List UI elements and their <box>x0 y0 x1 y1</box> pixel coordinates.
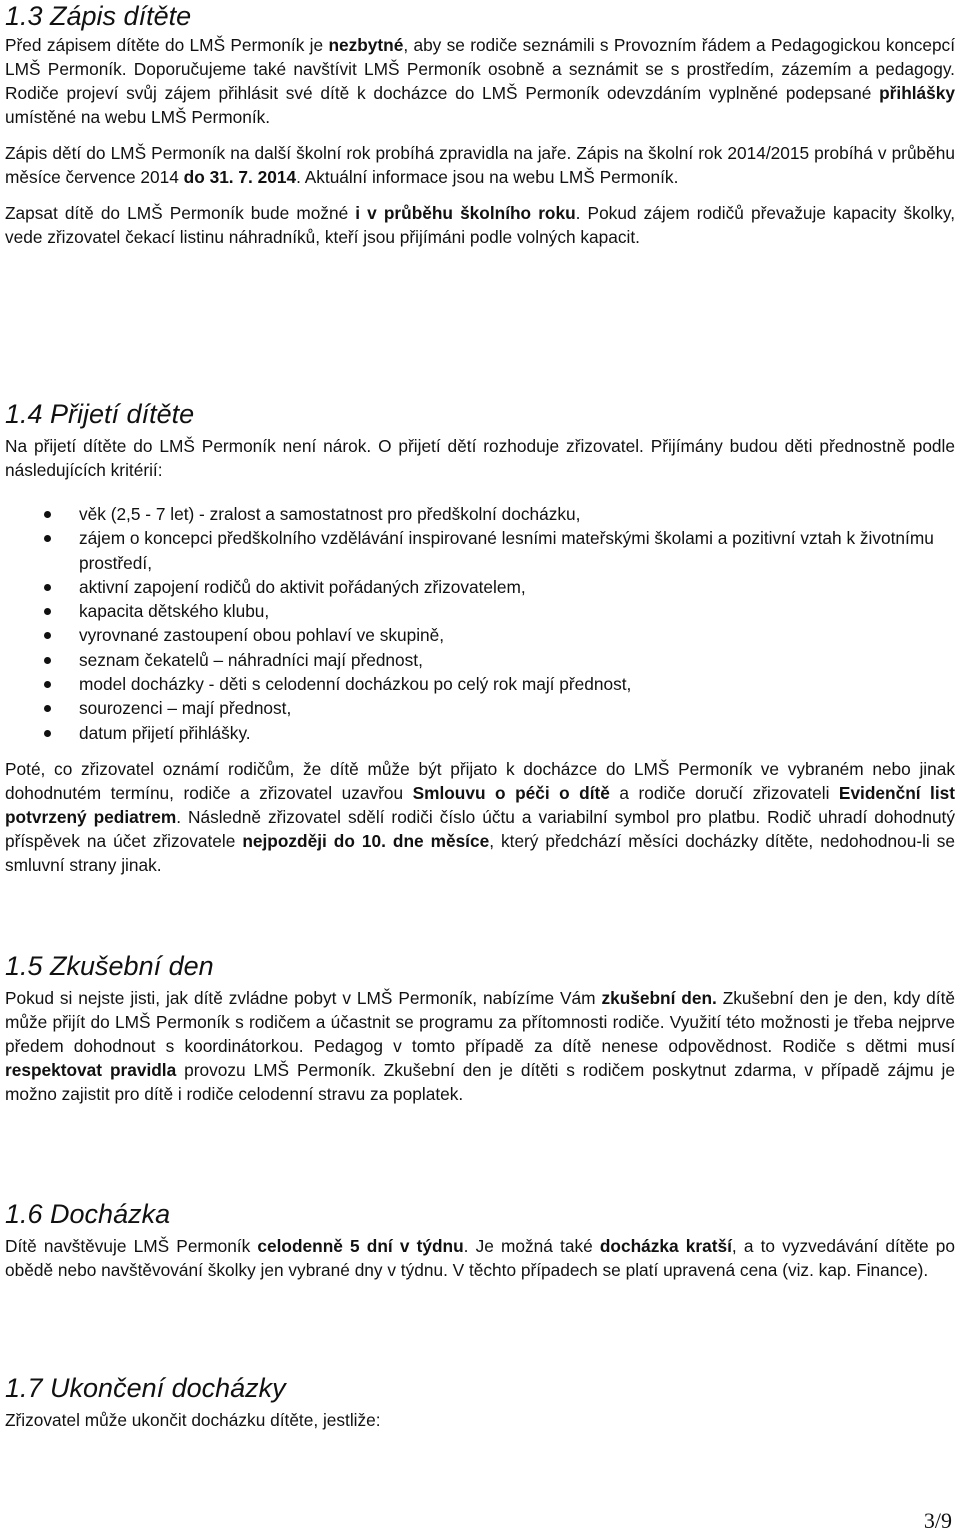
paragraph-zapis-2: Zápis dětí do LMŠ Permoník na další školní rok probíhá zpravidla na jaře. Zápis na školní rok 2014/2015 probíhá v průběhu měsíce července 2014 do 31. 7. 2014. Aktuální informace jsou na webu LMŠ Permoník. <box>5 143 955 187</box>
section-zkusebni-den <box>5 950 955 1106</box>
list-item: kapacita dětského klubu, <box>79 599 955 623</box>
page-number: 3/9 <box>923 1508 952 1533</box>
paragraph-ukonceni: Zřizovatel může ukončit docházku dítěte, jestliže: <box>5 1410 381 1430</box>
list-item: zájem o koncepci předškolního vzdělávání inspirované lesními mateřskými školami a pozitivní vztah k životnímu prostředí, <box>79 526 955 575</box>
list-item: sourozenci – mají přednost, <box>79 696 955 720</box>
paragraph-dochazka: Dítě navštěvuje LMŠ Permoník celodenně 5 dní v týdnu. Je možná také docházka kratší, a to vyzvedávání dítěte po obědě nebo navštěvování školky jen vybrané dny v týdnu. V těchto případech se platí upravená cena (viz. kap. Finance). <box>5 1236 955 1280</box>
list-item: aktivní zapojení rodičů do aktivit pořádaných zřizovatelem, <box>79 575 955 599</box>
criteria-list <box>5 502 955 745</box>
list-item: model docházky - děti s celodenní docházkou po celý rok mají přednost, <box>79 672 955 696</box>
paragraph-prijeti-intro: Na přijetí dítěte do LMŠ Permoník není nárok. O přijetí dětí rozhoduje zřizovatel. Přijímány budou děti přednostně podle následujících kritérií: <box>5 436 955 480</box>
list-item: datum přijetí přihlášky. <box>79 721 955 745</box>
section-title-prijeti: 1.4 Přijetí dítěte <box>5 399 195 429</box>
list-item: vyrovnané zastoupení obou pohlaví ve skupině, <box>79 623 955 647</box>
section-prijeti <box>5 398 955 877</box>
paragraph-zapis-1: Před zápisem dítěte do LMŠ Permoník je nezbytné, aby se rodiče seznámili s Provozním řádem a Pedagogickou koncepcí LMŠ Permoník. Doporučujeme také navštívit LMŠ Permoník osobně a seznámit se s prostředím, zázemím a pedagogy. Rodiče projeví svůj zájem přihlásit své dítě k docházce do LMŠ Permoník odevzdáním vyplněné podepsané přihlášky umístěné na webu LMŠ Permoník. <box>5 35 955 127</box>
section-dochazka <box>5 1198 955 1282</box>
paragraph-zapis-3: Zapsat dítě do LMŠ Permoník bude možné i v průběhu školního roku. Pokud zájem rodičů převažuje kapacity školky, vede zřizovatel čekací listinu náhradníků, kteří jsou přijímáni podle volných kapacit. <box>5 203 955 247</box>
section-ukonceni <box>5 1372 955 1432</box>
section-title-dochazka: 1.6 Docházka <box>5 1199 171 1229</box>
section-title-ukonceni: 1.7 Ukončení docházky <box>5 1373 286 1403</box>
paragraph-zkusebni-den: Pokud si nejste jisti, jak dítě zvládne pobyt v LMŠ Permoník, nabízíme Vám zkušební den. Zkušební den je den, kdy dítě může přijít do LMŠ Permoník s rodičem a účastnit se programu za přítomnosti rodiče. Využití této možnosti je třeba nejprve předem dohodnout s koordinátorkou. Pedagog v tomto případě za dítě nenese odpovědnost. Rodiče s dětmi musí respektovat pravidla provozu LMŠ Permoník. Zkušební den je dítěti s rodičem poskytnut zdarma, v případě zájmu je možno zajistit pro dítě i rodiče celodenní stravu za poplatek. <box>5 988 955 1104</box>
section-title-zapis: 1.3 Zápis dítěte <box>5 1 192 31</box>
list-item: věk (2,5 - 7 let) - zralost a samostatnost pro předškolní docházku, <box>79 502 955 526</box>
section-zapis <box>5 0 955 249</box>
section-title-zkusebni-den: 1.5 Zkušební den <box>5 951 214 981</box>
paragraph-prijeti-2: Poté, co zřizovatel oznámí rodičům, že dítě může být přijato k docházce do LMŠ Permoník ve vybraném nebo jinak dohodnutém termínu, rodiče a zřizovatel uzavřou Smlouvu o péči o dítě a rodiče doručí zřizovateli Evidenční list potvrzený pediatrem. Následně zřizovatel sdělí rodiči číslo účtu a variabilní symbol pro platbu. Rodič uhradí dohodnutý příspěvek na účet zřizovatele nejpozději do 10. dne měsíce, který předchází měsíci docházky dítěte, nedohodnou-li se smluvní strany jinak. <box>5 758 956 875</box>
list-item: seznam čekatelů – náhradníci mají přednost, <box>79 648 955 672</box>
